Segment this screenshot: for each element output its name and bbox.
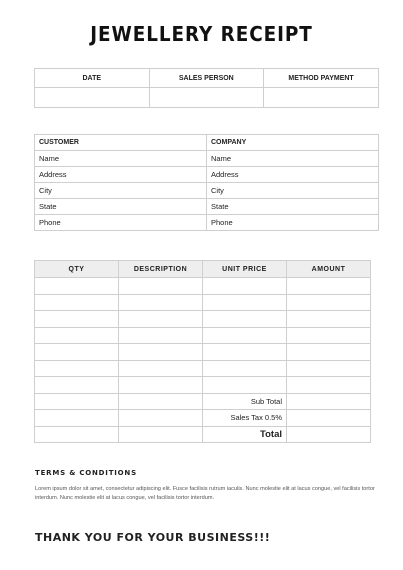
unit-price-cell[interactable] (203, 344, 287, 361)
unit-price-cell[interactable] (203, 327, 287, 344)
qty-cell[interactable] (35, 327, 119, 344)
description-cell[interactable] (119, 311, 203, 328)
sales-tax-value[interactable] (287, 410, 371, 427)
unit-price-header: UNIT PRICE (203, 261, 287, 278)
table-row (35, 294, 371, 311)
qty-cell[interactable] (35, 311, 119, 328)
amount-cell[interactable] (287, 327, 371, 344)
unit-price-cell[interactable] (203, 278, 287, 295)
table-row (35, 327, 371, 344)
amount-header: AMOUNT (287, 261, 371, 278)
unit-price-cell[interactable] (203, 360, 287, 377)
amount-cell[interactable] (287, 344, 371, 361)
total-row (35, 426, 371, 443)
table-row (35, 360, 371, 377)
qty-cell[interactable] (35, 377, 119, 394)
customer-state-field[interactable]: State (35, 199, 207, 215)
receipt-title: JEWELLERY RECEIPT (90, 22, 313, 46)
amount-cell[interactable] (287, 294, 371, 311)
unit-price-cell[interactable] (203, 311, 287, 328)
customer-name-field[interactable]: Name (35, 151, 207, 167)
qty-cell[interactable] (35, 344, 119, 361)
customer-city-field[interactable]: City (35, 183, 207, 199)
qty-cell[interactable] (35, 360, 119, 377)
total-value[interactable] (287, 426, 371, 443)
amount-cell[interactable] (287, 278, 371, 295)
sales-tax-row (35, 410, 371, 427)
party-table (34, 134, 379, 231)
qty-header: QTY (35, 261, 119, 278)
items-table (34, 260, 371, 443)
table-row (35, 377, 371, 394)
sales-person-header: SALES PERSON (149, 69, 264, 88)
table-row (35, 311, 371, 328)
unit-price-cell[interactable] (203, 377, 287, 394)
company-phone-field[interactable]: Phone (207, 215, 379, 231)
description-header: DESCRIPTION (119, 261, 203, 278)
customer-header: CUSTOMER (35, 135, 207, 151)
sub-total-value[interactable] (287, 393, 371, 410)
description-cell[interactable] (119, 327, 203, 344)
terms-text: Lorem ipsum dolor sit amet, consectetur adipiscing elit. Fusce facilisis rutrum iaculis. Nunc molestie elit at lacus congue, vel facilisis tortor interdum. Nunc molestie elit at lacus congue, vel facilisis tortor interdum. (35, 486, 375, 501)
unit-price-cell[interactable] (203, 294, 287, 311)
customer-address-field[interactable]: Address (35, 167, 207, 183)
amount-cell[interactable] (287, 377, 371, 394)
amount-cell[interactable] (287, 360, 371, 377)
customer-phone-field[interactable]: Phone (35, 215, 207, 231)
description-cell[interactable] (119, 377, 203, 394)
qty-cell[interactable] (35, 278, 119, 295)
total-label: Total (203, 426, 287, 443)
terms-heading: TERMS & CONDITIONS (35, 469, 137, 477)
company-state-field[interactable]: State (207, 199, 379, 215)
description-cell[interactable] (119, 294, 203, 311)
company-address-field[interactable]: Address (207, 167, 379, 183)
info-table (34, 68, 379, 108)
thank-you-message: THANK YOU FOR YOUR BUSINESS!!! (35, 531, 271, 544)
sub-total-label: Sub Total (203, 393, 287, 410)
sub-total-row (35, 393, 371, 410)
sales-person-field[interactable] (149, 88, 264, 108)
description-cell[interactable] (119, 278, 203, 295)
date-field[interactable] (35, 88, 150, 108)
qty-cell[interactable] (35, 294, 119, 311)
description-cell[interactable] (119, 344, 203, 361)
sales-tax-label: Sales Tax 0.5% (203, 410, 287, 427)
description-cell[interactable] (119, 360, 203, 377)
company-city-field[interactable]: City (207, 183, 379, 199)
table-row (35, 344, 371, 361)
company-name-field[interactable]: Name (207, 151, 379, 167)
method-payment-field[interactable] (264, 88, 379, 108)
method-payment-header: METHOD PAYMENT (264, 69, 379, 88)
date-header: DATE (35, 69, 150, 88)
amount-cell[interactable] (287, 311, 371, 328)
table-row (35, 278, 371, 295)
company-header: COMPANY (207, 135, 379, 151)
